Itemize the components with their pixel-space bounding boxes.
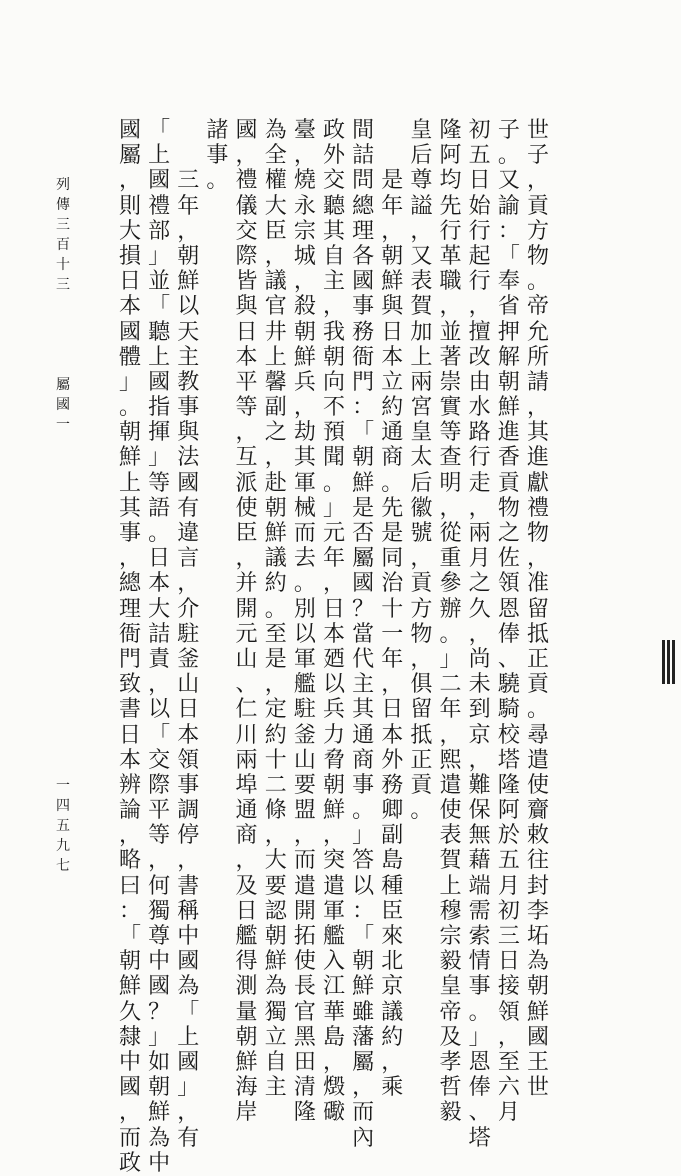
text-column: 世 子 ， 貢 方 物 。 帝 允 所 請 ， 其 進 獻 禮 物 ， 准 留 抵 正 貢 。 尋 遣 使 齎 敕 往 封 李 坧 為 朝 鮮 國 王 世	[526, 118, 549, 1101]
text-column: 間 詰 問 總 理 各 國 事 務 衙 門 ： 「 朝 鮮 是 否 屬 國 ？ 當 代 主 其 通 商 事 。 」 答 以 ： 「 朝 鮮 雖 藩 屬 ， 而 內	[352, 118, 375, 1151]
text-column: 「 上 國 禮 部 」 並 「 聽 上 國 指 揮 」 等 語 。 日 本 大 詰 責 ， 以 「 交 際 平 等 ， 何 獨 尊 中 國 ？ 」 如 朝 鮮 為 中	[148, 118, 171, 1176]
text-column: 初 五 日 始 行 起 行 ， 擅 改 由 水 路 行 走 ， 兩 月 之 久 ， 尚 未 到 京 ， 難 保 無 藉 端 需 索 情 事 。 」 恩 俸 、 塔	[468, 118, 491, 1151]
text-column: 國 屬 ， 則 大 損 日 本 國 體 」 。 朝 鮮 上 其 事 ， 總 理 衙 門 致 書 日 本 辨 論 ， 略 曰 ： 「 朝 鮮 久 隸 中 國 ， 而 政	[118, 118, 141, 1176]
text-column: 諸 事 。	[206, 118, 229, 194]
page-edge-mark	[662, 640, 676, 684]
text-column: 政 外 交 聽 其 自 主 ， 我 朝 向 不 預 聞 。 」 元 年 ， 日 本 廼 以 兵 力 脅 朝 鮮 ， 突 遣 軍 艦 入 江 華 島 ， 燬 礮	[322, 118, 345, 1126]
text-column: 臺 ， 燒 永 宗 城 ， 殺 朝 鮮 兵 ， 劫 其 軍 械 而 去 。 別 以 軍 艦 駐 釜 山 要 盟 ， 而 遣 開 拓 使 長 官 黑 田 清 隆	[293, 118, 316, 1126]
text-column: 國 ， 禮 儀 交 際 皆 與 日 本 平 等 ， 互 派 使 臣 ， 并 開 元 山 、 仁 川 兩 埠 通 商 ， 及 日 艦 得 測 量 朝 鮮 海 岸	[235, 118, 258, 1126]
main-text-block	[118, 118, 550, 1176]
chapter-title: 屬 國 一	[56, 377, 70, 433]
text-column: 隆 阿 均 先 行 革 職 ， 並 著 崇 實 等 查 明 ， 從 重 參 辦 。 」 二 年 ， 熙 遣 使 表 賀 上 穆 宗 毅 皇 帝 及 孝 哲 毅	[439, 118, 462, 1126]
text-column: 三 年 ， 朝 鮮 以 天 主 教 事 與 法 國 有 違 言 ， 介 駐 釜 山 日 本 領 事 調 停 ， 書 稱 中 國 為 「 上 國 」 ， 有	[177, 168, 200, 1151]
text-column: 是 年 ， 朝 鮮 與 日 本 立 約 通 商 。 先 是 同 治 十 一 年 ， 日 本 外 務 卿 副 島 種 臣 來 北 京 議 約 ， 乘	[381, 168, 404, 1101]
book-title: 列 傳 三 百 十 三	[56, 177, 70, 293]
page-number: 一 四 五 九 七	[56, 778, 70, 874]
text-column: 子 。 又 諭 ： 「 奉 省 押 解 朝 鮮 進 香 貢 物 之 佐 領 恩 俸 、 驍 騎 校 塔 隆 阿 於 五 月 初 三 日 接 領 ， 至 六 月	[497, 118, 520, 1126]
text-column: 為 全 權 大 臣 ， 議 官 井 上 馨 副 之 ， 赴 朝 鮮 議 約 。 至 是 ， 定 約 十 二 條 ， 大 要 認 朝 鮮 為 獨 立 自 主	[264, 118, 287, 1101]
text-column: 皇 后 尊 謚 ， 又 表 賀 加 上 兩 宮 皇 太 后 徽 號 ， 貢 方 物 ， 俱 留 抵 正 貢 。	[410, 118, 433, 824]
